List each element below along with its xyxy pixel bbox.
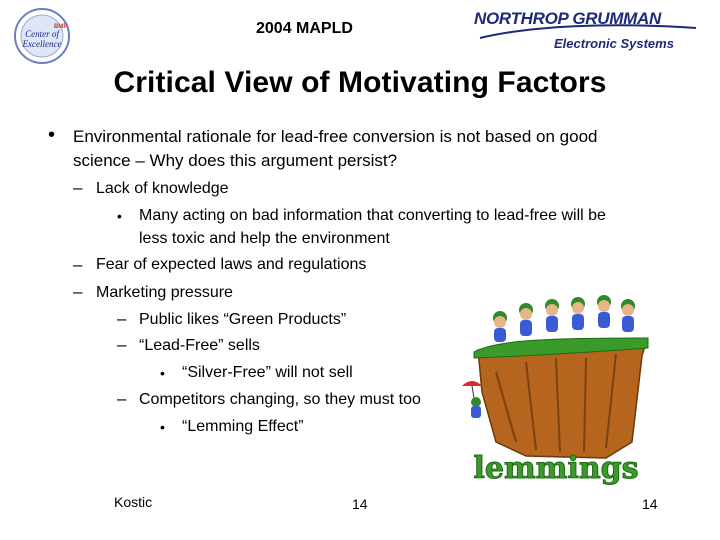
footer-page-center: 14 xyxy=(352,496,368,512)
sub-sub-bullet-3a: Public likes “Green Products” xyxy=(139,311,347,328)
sub-sub-bullet-3c: Competitors changing, so they must too xyxy=(139,391,421,408)
dash-icon: – xyxy=(117,389,127,408)
sub-bullet-3: Marketing pressure xyxy=(96,284,233,301)
dash-icon: – xyxy=(117,335,127,354)
dash-icon: – xyxy=(73,178,83,197)
footer-page-number: 14 xyxy=(642,496,658,512)
sub-bullet-1: Lack of knowledge xyxy=(96,180,229,197)
lemmings-logo xyxy=(473,451,638,486)
bullet-dot-icon: • xyxy=(160,419,165,435)
lemmings-logo-text: lemmings xyxy=(473,451,639,486)
company-name: NORTHROP GRUMMAN xyxy=(474,9,661,28)
coe-line2: Excellence xyxy=(22,39,62,49)
dash-icon: – xyxy=(73,282,83,301)
sub-sub-sub-bullet-3b1: “Silver-Free” will not sell xyxy=(182,364,353,381)
bullet-dot-icon: • xyxy=(160,365,165,381)
conference-label: 2004 MAPLD xyxy=(256,20,353,37)
bullet-dot-icon: • xyxy=(117,208,122,224)
bullet-1-line1: Environmental rationale for lead-free conversion is not based on good xyxy=(73,127,598,146)
slide-title: Critical View of Motivating Factors xyxy=(113,66,607,99)
coe-ring-text: BMP xyxy=(54,24,68,30)
sub-sub-bullet-1a-line1: Many acting on bad information that converting to lead-free will be xyxy=(139,207,606,224)
dash-icon: – xyxy=(73,255,83,274)
center-of-excellence-logo xyxy=(8,6,80,66)
lemmings-cliff-illustration xyxy=(456,292,656,488)
northrop-grumman-logo xyxy=(470,8,702,54)
footer-author: Kostic xyxy=(114,494,153,510)
lemming-group xyxy=(493,295,635,342)
bullet-dot-icon: • xyxy=(48,124,56,146)
sub-sub-sub-bullet-3c1: “Lemming Effect” xyxy=(182,418,304,435)
sub-sub-bullet-3b: “Lead-Free” sells xyxy=(139,337,260,354)
company-division: Electronic Systems xyxy=(554,36,674,51)
bullet-1-line2: science – Why does this argument persist? xyxy=(73,151,398,170)
sub-bullet-2: Fear of expected laws and regulations xyxy=(96,256,367,273)
falling-lemming xyxy=(462,381,482,418)
coe-line1: Center of xyxy=(25,29,59,39)
sub-sub-bullet-1a-line2: less toxic and help the environment xyxy=(139,230,390,247)
dash-icon: – xyxy=(117,309,127,328)
